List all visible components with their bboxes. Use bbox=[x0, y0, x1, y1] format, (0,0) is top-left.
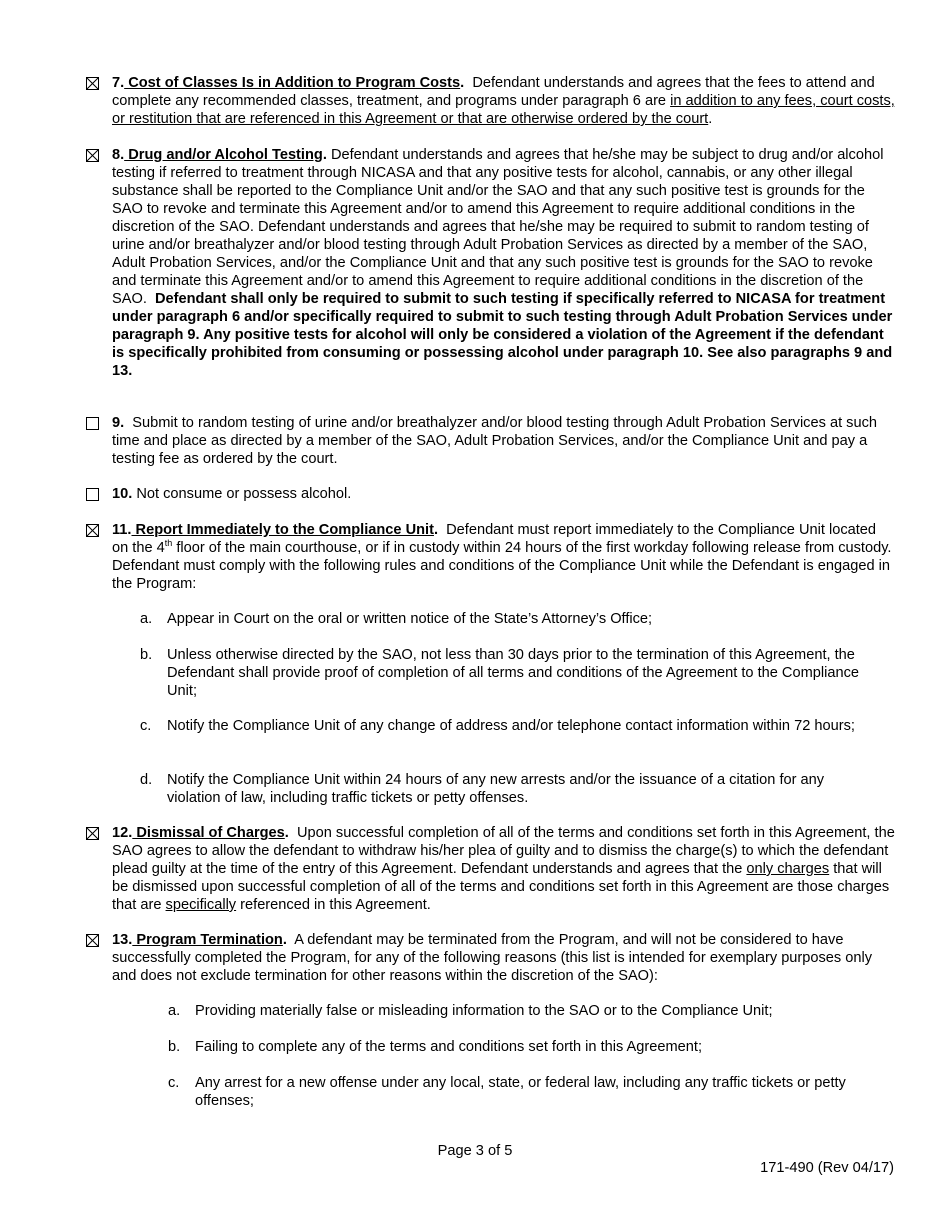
paragraph-body: Defendant understands and agrees that he/she may be subject to drug and/or alcohol testing if referred to treatment through NICASA and that any positive tests for alcohol, cannabis, or any other illegal substance shall be reported to the Compliance Unit and/or the SAO and that any such positive test is grounds for the SAO to revoke and terminate this Agreement and/or to amend this Agreement to require additional conditions in the discretion of the SAO. Defendant understands and agrees that he/she may be required to submit to random testing of urine and/or breathalyzer and/or blood testing through Adult Probation Services as directed by a member of the SAO, Adult Probation Services, and/or the Compliance Unit and that any such positive test is grounds for the SAO to revoke and terminate this Agreement and/or to amend this Agreement to require additional conditions in the discretion of the SAO. bbox=[112, 147, 884, 307]
paragraph-body: Submit to random testing of urine and/or breathalyzer and/or blood testing through Adult Probation Services at such time and place as directed by a member of the SAO, Adult Probation Services, and/or the Compliance Unit and pay a testing fee as ordered by the court. bbox=[112, 415, 878, 467]
list-item bbox=[140, 610, 880, 628]
list-letter: d. bbox=[140, 772, 153, 788]
underlined-text: in addition to any fees, court costs, or restitution that are referenced in this Agreement or that are otherwise ordered by the court bbox=[112, 93, 895, 127]
list-item bbox=[168, 1002, 890, 1020]
list-letter: c. bbox=[168, 1075, 180, 1091]
checkbox-11[interactable] bbox=[86, 524, 99, 537]
page-number: Page 3 of 5 bbox=[437, 1143, 513, 1159]
paragraph-body-continued: floor of the main courthouse, or if in custody within 24 hours of the first workday following release from custody. Defendant must comply with the following rules and conditions of the Compliance Unit while the Defendant is engaged in the Program: bbox=[112, 540, 892, 592]
paragraph-11 bbox=[86, 521, 896, 593]
paragraph-number: 9. bbox=[112, 415, 125, 431]
paragraph-body: Defendant understands and agrees that the fees to attend and complete any recommended classes, treatment, and programs under paragraph 6 are bbox=[112, 75, 875, 109]
paragraph-13 bbox=[86, 931, 896, 985]
underlined-text: specifically bbox=[165, 897, 237, 913]
paragraph-11-text: 11. Report Immediately to the Compliance Unit. Defendant must report immediately to the Compliance Unit located on the 4th floor of the main courthouse, or if in custody within 24 hours of the first workday following release from custody. Defendant must comply with the following rules and conditions of the Compliance Unit while the Defendant is engaged in the Program: bbox=[112, 522, 892, 592]
paragraph-body-continued: that will be dismissed upon successful completion of all of the terms and conditions set forth in this Agreement are those charges that are bbox=[112, 861, 890, 913]
paragraph-13-text: 13. Program Termination. A defendant may be terminated from the Program, and will not be considered to have successfully completed the Program, for any of the following reasons (this list is intended for exemplary purposes only and does not exclude termination for other reasons within the discretion of the SAO): bbox=[112, 932, 873, 984]
checkbox-12[interactable] bbox=[86, 827, 99, 840]
checkbox-13[interactable] bbox=[86, 934, 99, 947]
list-item-text: Failing to complete any of the terms and conditions set forth in this Agreement; bbox=[195, 1039, 702, 1055]
paragraph-body: A defendant may be terminated from the Program, and will not be considered to have successfully completed the Program, for any of the following reasons (this list is intended for exemplary purposes only and does not exclude termination for other reasons within the discretion of the SAO): bbox=[112, 932, 873, 984]
paragraph-heading: Program Termination bbox=[132, 932, 283, 948]
paragraph-number: 7. bbox=[112, 75, 125, 91]
list-item bbox=[168, 1038, 890, 1056]
paragraph-9-text bbox=[112, 414, 896, 468]
paragraph-heading: Drug and/or Alcohol Testing bbox=[124, 147, 323, 163]
list-item-text: Providing materially false or misleading information to the SAO or to the Compliance Unit; bbox=[195, 1003, 773, 1019]
list-item bbox=[168, 1074, 890, 1110]
paragraph-number: 11. bbox=[112, 522, 132, 538]
paragraph-bold-text: Defendant shall only be required to submit to such testing if specifically referred to NICASA for treatment under paragraph 6 and/or specifically required to submit to such testing through Adult Probation Services under paragraph 9. Any positive tests for alcohol will only be considered a violation of the Agreement if the defendant is specifically prohibited from consuming or possessing alcohol under paragraph 10. See also paragraphs 9 and 13. bbox=[112, 291, 893, 379]
paragraph-heading: Report Immediately to the Compliance Unit bbox=[131, 522, 434, 538]
list-letter: a. bbox=[140, 611, 153, 627]
list-item-text: Any arrest for a new offense under any local, state, or federal law, including any traffic tickets or petty offenses; bbox=[195, 1075, 846, 1109]
checkbox-9[interactable] bbox=[86, 417, 99, 430]
paragraph-body: Upon successful completion of all of the terms and conditions set forth in this Agreement, the SAO agrees to allow the defendant to withdraw his/her plea of guilty and to dismiss the charge(s) to which the defendant plead guilty at the time of the entry of this Agreement. Defendant understands and agrees that the bbox=[112, 825, 895, 877]
paragraph-body: Defendant must report immediately to the Compliance Unit located on the 4 bbox=[112, 522, 877, 556]
paragraph-7-text: 7. Cost of Classes Is in Addition to Program Costs. Defendant understands and agrees that the fees to attend and complete any recommended classes, treatment, and programs under paragraph 6 are in addition to any fees, court costs, or restitution that are referenced in this Agreement or that are otherwise ordered by the court. bbox=[112, 75, 895, 127]
paragraph-8 bbox=[86, 146, 896, 380]
paragraph-9 bbox=[86, 414, 896, 468]
paragraph-heading: Cost of Classes Is in Addition to Program Costs bbox=[124, 75, 461, 91]
list-item bbox=[140, 771, 880, 807]
paragraph-number: 10. bbox=[112, 486, 133, 502]
paragraph-10-text bbox=[112, 485, 896, 503]
form-number: 171-490 (Rev 04/17) bbox=[760, 1160, 894, 1176]
list-letter: a. bbox=[168, 1003, 181, 1019]
list-item bbox=[140, 717, 880, 735]
paragraph-number: 12. bbox=[112, 825, 133, 841]
list-item-text: Appear in Court on the oral or written notice of the State’s Attorney’s Office; bbox=[167, 611, 653, 627]
paragraph-body: Not consume or possess alcohol. bbox=[136, 486, 352, 502]
paragraph-10 bbox=[86, 485, 896, 503]
list-letter: b. bbox=[140, 647, 153, 663]
list-letter: c. bbox=[140, 718, 152, 734]
paragraph-number: 13. bbox=[112, 932, 133, 948]
list-item-text: Notify the Compliance Unit within 24 hours of any new arrests and/or the issuance of a citation for any violation of law, including traffic tickets or petty offenses. bbox=[167, 772, 825, 806]
checkbox-7[interactable] bbox=[86, 77, 99, 90]
paragraph-heading: Dismissal of Charges bbox=[132, 825, 285, 841]
paragraph-12-text: 12. Dismissal of Charges. Upon successful completion of all of the terms and conditions set forth in this Agreement, the SAO agrees to allow the defendant to withdraw his/her plea of guilty and to dismiss the charge(s) to which the defendant plead guilty at the time of the entry of this Agreement. Defendant understands and agrees that the only charges that will be dismissed upon successful completion of all of the terms and conditions set forth in this Agreement are those charges that are specifically referenced in this Agreement. bbox=[112, 825, 895, 913]
checkbox-8[interactable] bbox=[86, 149, 99, 162]
list-item-text: Notify the Compliance Unit of any change of address and/or telephone contact information within 72 hours; bbox=[167, 718, 855, 734]
underlined-text: only charges bbox=[746, 861, 830, 877]
paragraph-body-end: referenced in this Agreement. bbox=[236, 897, 431, 913]
list-item-text: Unless otherwise directed by the SAO, not less than 30 days prior to the termination of this Agreement, the Defendant shall provide proof of completion of all terms and conditions of the Agreement to the Compliance Unit; bbox=[167, 647, 859, 699]
paragraph-12 bbox=[86, 824, 896, 914]
list-item bbox=[140, 646, 880, 700]
paragraph-8-text: 8. Drug and/or Alcohol Testing. Defendant understands and agrees that he/she may be subject to drug and/or alcohol testing if referred to treatment through NICASA and that any positive tests for alcohol, cannabis, or any other illegal substance shall be reported to the Compliance Unit and/or the SAO and that any such positive test is grounds for the SAO to revoke and terminate this Agreement and/or to amend this Agreement to require additional conditions in the discretion of the SAO. Defendant understands and agrees that he/she may be required to submit to random testing of urine and/or breathalyzer and/or blood testing through Adult Probation Services as directed by a member of the SAO, Adult Probation Services, and/or the Compliance Unit and that any such positive test is grounds for the SAO to revoke and terminate this Agreement and/or to amend this Agreement to require additional conditions in the discretion of the SAO. Defendant shall only be required to submit to such testing if specifically referred to NICASA for treatment under paragraph 6 and/or specifically required to submit to such testing through Adult Probation Services under paragraph 9. Any positive tests for alcohol will only be considered a violation of the Agreement if the defendant is specifically prohibited from consuming or possessing alcohol under paragraph 10. See also paragraphs 9 and 13. bbox=[112, 147, 893, 379]
paragraph-7 bbox=[86, 74, 896, 128]
checkbox-10[interactable] bbox=[86, 488, 99, 501]
ordinal-suffix: th bbox=[164, 538, 173, 549]
list-letter: b. bbox=[168, 1039, 181, 1055]
paragraph-number: 8. bbox=[112, 147, 125, 163]
